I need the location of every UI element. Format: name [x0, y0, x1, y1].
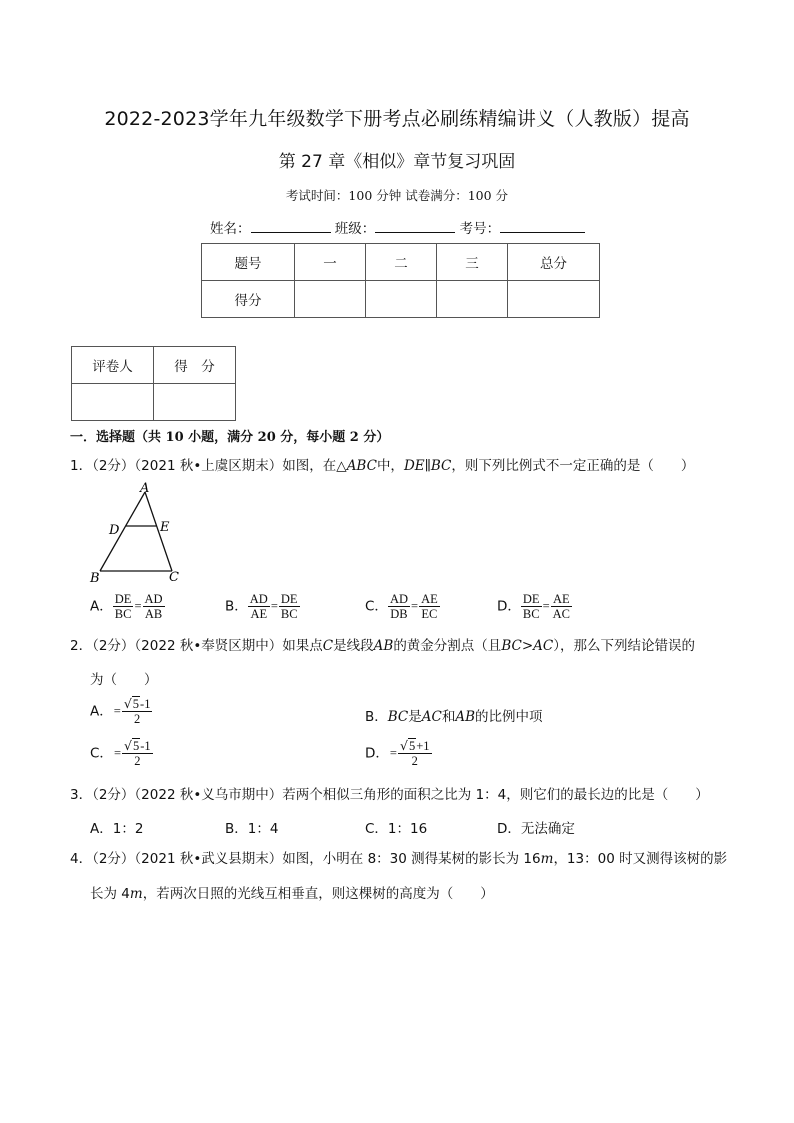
grader-table	[71, 346, 236, 421]
math-term: DE∥BC	[403, 458, 452, 474]
q1-option-c[interactable]: C． $\frac{AD}{DB}$ = $\frac{AE}{EC}$	[365, 592, 438, 621]
page-title: 2022-2023学年九年级数学下册考点必刷练精编讲义（人教版）提高	[104, 108, 690, 130]
question-text: （2分）（2021 秋•武义县期末）如图，小明在 8：30 测得某树的影长为 16	[92, 851, 541, 867]
q3-option-d[interactable]: D．无法确定	[497, 821, 575, 837]
label-D: D	[109, 523, 120, 538]
question-text: 的黄金分割点（且	[393, 638, 502, 654]
question-text: 是线段	[333, 638, 374, 654]
option-label: C．	[365, 598, 388, 615]
score-table-value-row	[202, 281, 600, 318]
score-cell[interactable]	[437, 281, 508, 318]
grader-table-header-row	[72, 347, 236, 384]
label-C: C	[169, 570, 179, 585]
option-label: B．	[225, 598, 248, 615]
question-2-continued: 为（ ）	[90, 672, 158, 688]
q2-option-b[interactable]: B．BC是AC和AB的比例中项	[365, 709, 543, 725]
question-2	[70, 635, 695, 657]
math-term: m	[129, 886, 143, 902]
question-text: （2分）（2022 秋•义乌市期中）若两个相似三角形的面积之比为 1：4，则它们的最长边的比是（ ）	[92, 787, 709, 803]
fraction: $\frac{AE}{AC}$	[552, 592, 571, 621]
score-cell[interactable]	[295, 281, 366, 318]
chapter-subtitle: 第 27 章《相似》章节复习巩固	[278, 152, 516, 172]
question-text: ，若两次日照的光线互相垂直，则这棵树的高度为（ ）	[142, 886, 494, 902]
student-info-line	[210, 217, 585, 237]
exam-info: 考试时间：100 分钟 试卷满分：100 分	[285, 188, 509, 203]
question-number: 1．	[70, 458, 93, 474]
q3-option-b[interactable]: B．1：4	[225, 821, 279, 837]
option-label: A．	[90, 703, 113, 720]
fraction: $\frac{√5-1}{2}$	[124, 738, 151, 768]
score-header-cell: 总分	[508, 244, 600, 281]
math-term: m	[540, 851, 554, 867]
question-text: （2分）（2022 秋•奉贤区期中）如果点	[92, 638, 323, 654]
option-label: B．	[365, 709, 388, 725]
fraction: $\frac{√5+1}{2}$	[399, 738, 430, 768]
question-4	[70, 848, 727, 870]
option-label: A．	[90, 598, 113, 615]
question-3	[70, 784, 709, 806]
q2-option-a[interactable]: A．= $\frac{√5-1}{2}$	[90, 696, 151, 726]
grader-table-value-row	[72, 384, 236, 421]
grader-cell[interactable]	[154, 384, 236, 421]
question-number: 3．	[70, 787, 93, 803]
q3-option-a[interactable]: A．1：2	[90, 821, 144, 837]
option-label: D．	[497, 598, 521, 615]
score-row-label: 得分	[202, 281, 295, 318]
q3-option-c[interactable]: C．1：16	[365, 821, 428, 837]
question-number: 4．	[70, 851, 93, 867]
label-E: E	[160, 520, 170, 535]
q1-option-a[interactable]: A． $\frac{DE}{BC}$ = $\frac{AD}{AB}$	[90, 592, 163, 621]
class-field[interactable]	[375, 220, 455, 233]
number-label: 考号：	[459, 221, 501, 237]
question-text: （2分）（2021 秋•上虞区期末）如图，在△	[92, 458, 347, 474]
score-table-header-row	[202, 244, 600, 281]
q2-option-c[interactable]: C．= $\frac{√5-1}{2}$	[90, 738, 151, 768]
fraction: $\frac{DE}{BC}$	[280, 592, 298, 621]
score-header-cell: 一	[295, 244, 366, 281]
grader-header-cell: 得 分	[154, 347, 236, 384]
grader-cell[interactable]	[72, 384, 154, 421]
question-text: 中，	[376, 458, 404, 474]
math-term: ABC	[346, 458, 377, 474]
question-text: ，则下列比例式不一定正确的是（ ）	[451, 458, 695, 474]
triangle-figure	[88, 480, 198, 586]
question-1	[70, 455, 694, 477]
option-label: C．	[90, 745, 113, 762]
label-A: A	[140, 481, 150, 496]
name-label: 姓名：	[210, 221, 251, 237]
score-header-cell: 二	[366, 244, 437, 281]
question-4-continued	[90, 882, 494, 902]
fraction: $\frac{AD}{AE}$	[249, 592, 268, 621]
question-text: ，13：00 时又测得该树的影	[553, 851, 728, 867]
math-term: AB	[373, 638, 394, 654]
fraction: $\frac{DE}{BC}$	[522, 592, 540, 621]
label-B: B	[90, 571, 100, 586]
score-cell[interactable]	[366, 281, 437, 318]
q1-option-b[interactable]: B． $\frac{AD}{AE}$ = $\frac{DE}{BC}$	[225, 592, 298, 621]
class-label: 班级：	[334, 221, 376, 237]
section-title: 一．选择题（共 10 小题，满分 20 分，每小题 2 分）	[70, 430, 390, 445]
q2-option-d[interactable]: D．= $\frac{√5+1}{2}$	[365, 738, 430, 768]
question-text: ），那么下列结论错误的	[553, 638, 695, 654]
math-term: BC>AC	[501, 638, 554, 654]
q1-option-d[interactable]: D． $\frac{DE}{BC}$ = $\frac{AE}{AC}$	[497, 592, 571, 621]
name-field[interactable]	[251, 220, 331, 233]
math-term: C	[322, 638, 334, 654]
question-text: 长为 4	[90, 886, 130, 902]
option-label: D．	[365, 745, 389, 762]
score-table	[201, 243, 600, 318]
number-field[interactable]	[500, 220, 585, 233]
score-header-cell: 题号	[202, 244, 295, 281]
fraction: $\frac{AD}{AB}$	[144, 592, 163, 621]
fraction: $\frac{√5-1}{2}$	[123, 696, 151, 726]
fraction: $\frac{DE}{BC}$	[114, 592, 132, 621]
fraction: $\frac{AE}{EC}$	[421, 592, 438, 621]
question-number: 2．	[70, 638, 93, 654]
grader-header-cell: 评卷人	[72, 347, 154, 384]
score-header-cell: 三	[437, 244, 508, 281]
score-cell[interactable]	[508, 281, 600, 318]
fraction: $\frac{AD}{DB}$	[389, 592, 408, 621]
